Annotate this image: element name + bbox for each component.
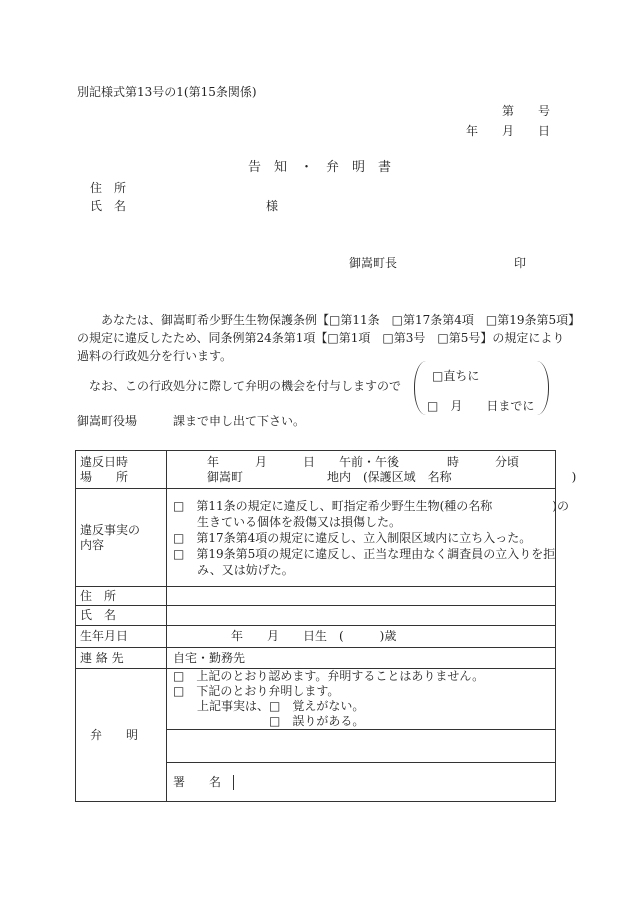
body-line-5: 御嵩町役場 課まで申し出て下さい。 [77,414,306,428]
fact-item: □ 第19条第5項の規定に違反し、正当な理由なく調査員の立入りを拒 [173,546,556,561]
label-facts-1: 違反事実の [80,522,141,537]
honorific: 様 [266,199,279,213]
choice-immediately: □直ちに [432,369,480,383]
body-line-3: 過料の行政処分を行います。 [77,349,233,363]
value-name [167,606,556,626]
signature-table [167,775,555,790]
document-date: 年 月 日 [465,124,550,138]
row-defense [76,669,556,730]
fact-item: 生きている個体を殺傷又は損傷した。 [173,514,402,529]
value-violation-datetime: 年 月 日 午前・午後 時 分頃 [207,454,520,469]
label-place: 場 所 [80,469,129,484]
row-name [76,606,556,626]
defense-option: □ 誤りがある。 [173,714,365,728]
row-address [76,587,556,606]
row-datetime-place [76,451,556,489]
body-line-1: あなたは、御嵩町希少野生生物保護条例【□第11条 □第17条第4項 □第19条第5項】 [101,313,581,327]
label-facts-2: 内容 [80,537,105,552]
fact-item: □ 第11条の規定に違反し、町指定希少野生生物(種の名称 )の [173,498,569,513]
value-contact: 自宅・勤務先 [167,648,556,669]
signature-field [234,775,556,790]
value-place: 御嵩町 地内 (保護区域 名称 ) [207,469,577,484]
defense-option: □ 下記のとおり弁明します。 [173,684,340,698]
label-birth: 生年月日 [76,626,167,648]
form-reference: 別記様式第13号の1(第15条関係) [77,85,257,99]
label-address: 住 所 [76,587,167,606]
row-contact [76,648,556,669]
choice-by-date: □ 月 日までに [427,399,535,413]
addressee-address-label: 住 所 [90,181,127,195]
seal-mark: 印 [514,256,527,270]
label-defense: 弁 明 [76,669,167,802]
document-number: 第 号 [501,104,550,118]
body-line-2: の規定に違反したため、同条例第24条第1項【□第1項 □第3号 □第5号】の規定により [77,331,565,345]
label-signature: 署 名 [167,775,234,790]
value-address [167,587,556,606]
value-birth: 年 月 日生 ( )歳 [167,626,556,648]
fact-item: み、又は妨げた。 [173,562,294,577]
addressee-name-label: 氏 名 [90,199,127,213]
issuer-title: 御嵩町長 [349,256,398,270]
label-name: 氏 名 [76,606,167,626]
defense-detail-area [167,730,556,763]
defense-option: □ 上記のとおり認めます。弁明することはありません。 [173,669,485,683]
violation-form-table [75,450,577,802]
body-line-4: なお、この行政処分に際して弁明の機会を付与しますので [89,379,402,393]
row-facts [76,489,556,587]
defense-option: 上記事実は、□ 覚えがない。 [173,699,365,713]
page-title: 告 知 ・ 弁 明 書 [248,160,392,175]
fact-item: □ 第17条第4項の規定に違反し、立入制限区域内に立ち入った。 [173,530,532,545]
row-birth [76,626,556,648]
label-contact: 連 絡 先 [76,648,167,669]
label-violation-datetime: 違反日時 [80,454,129,469]
